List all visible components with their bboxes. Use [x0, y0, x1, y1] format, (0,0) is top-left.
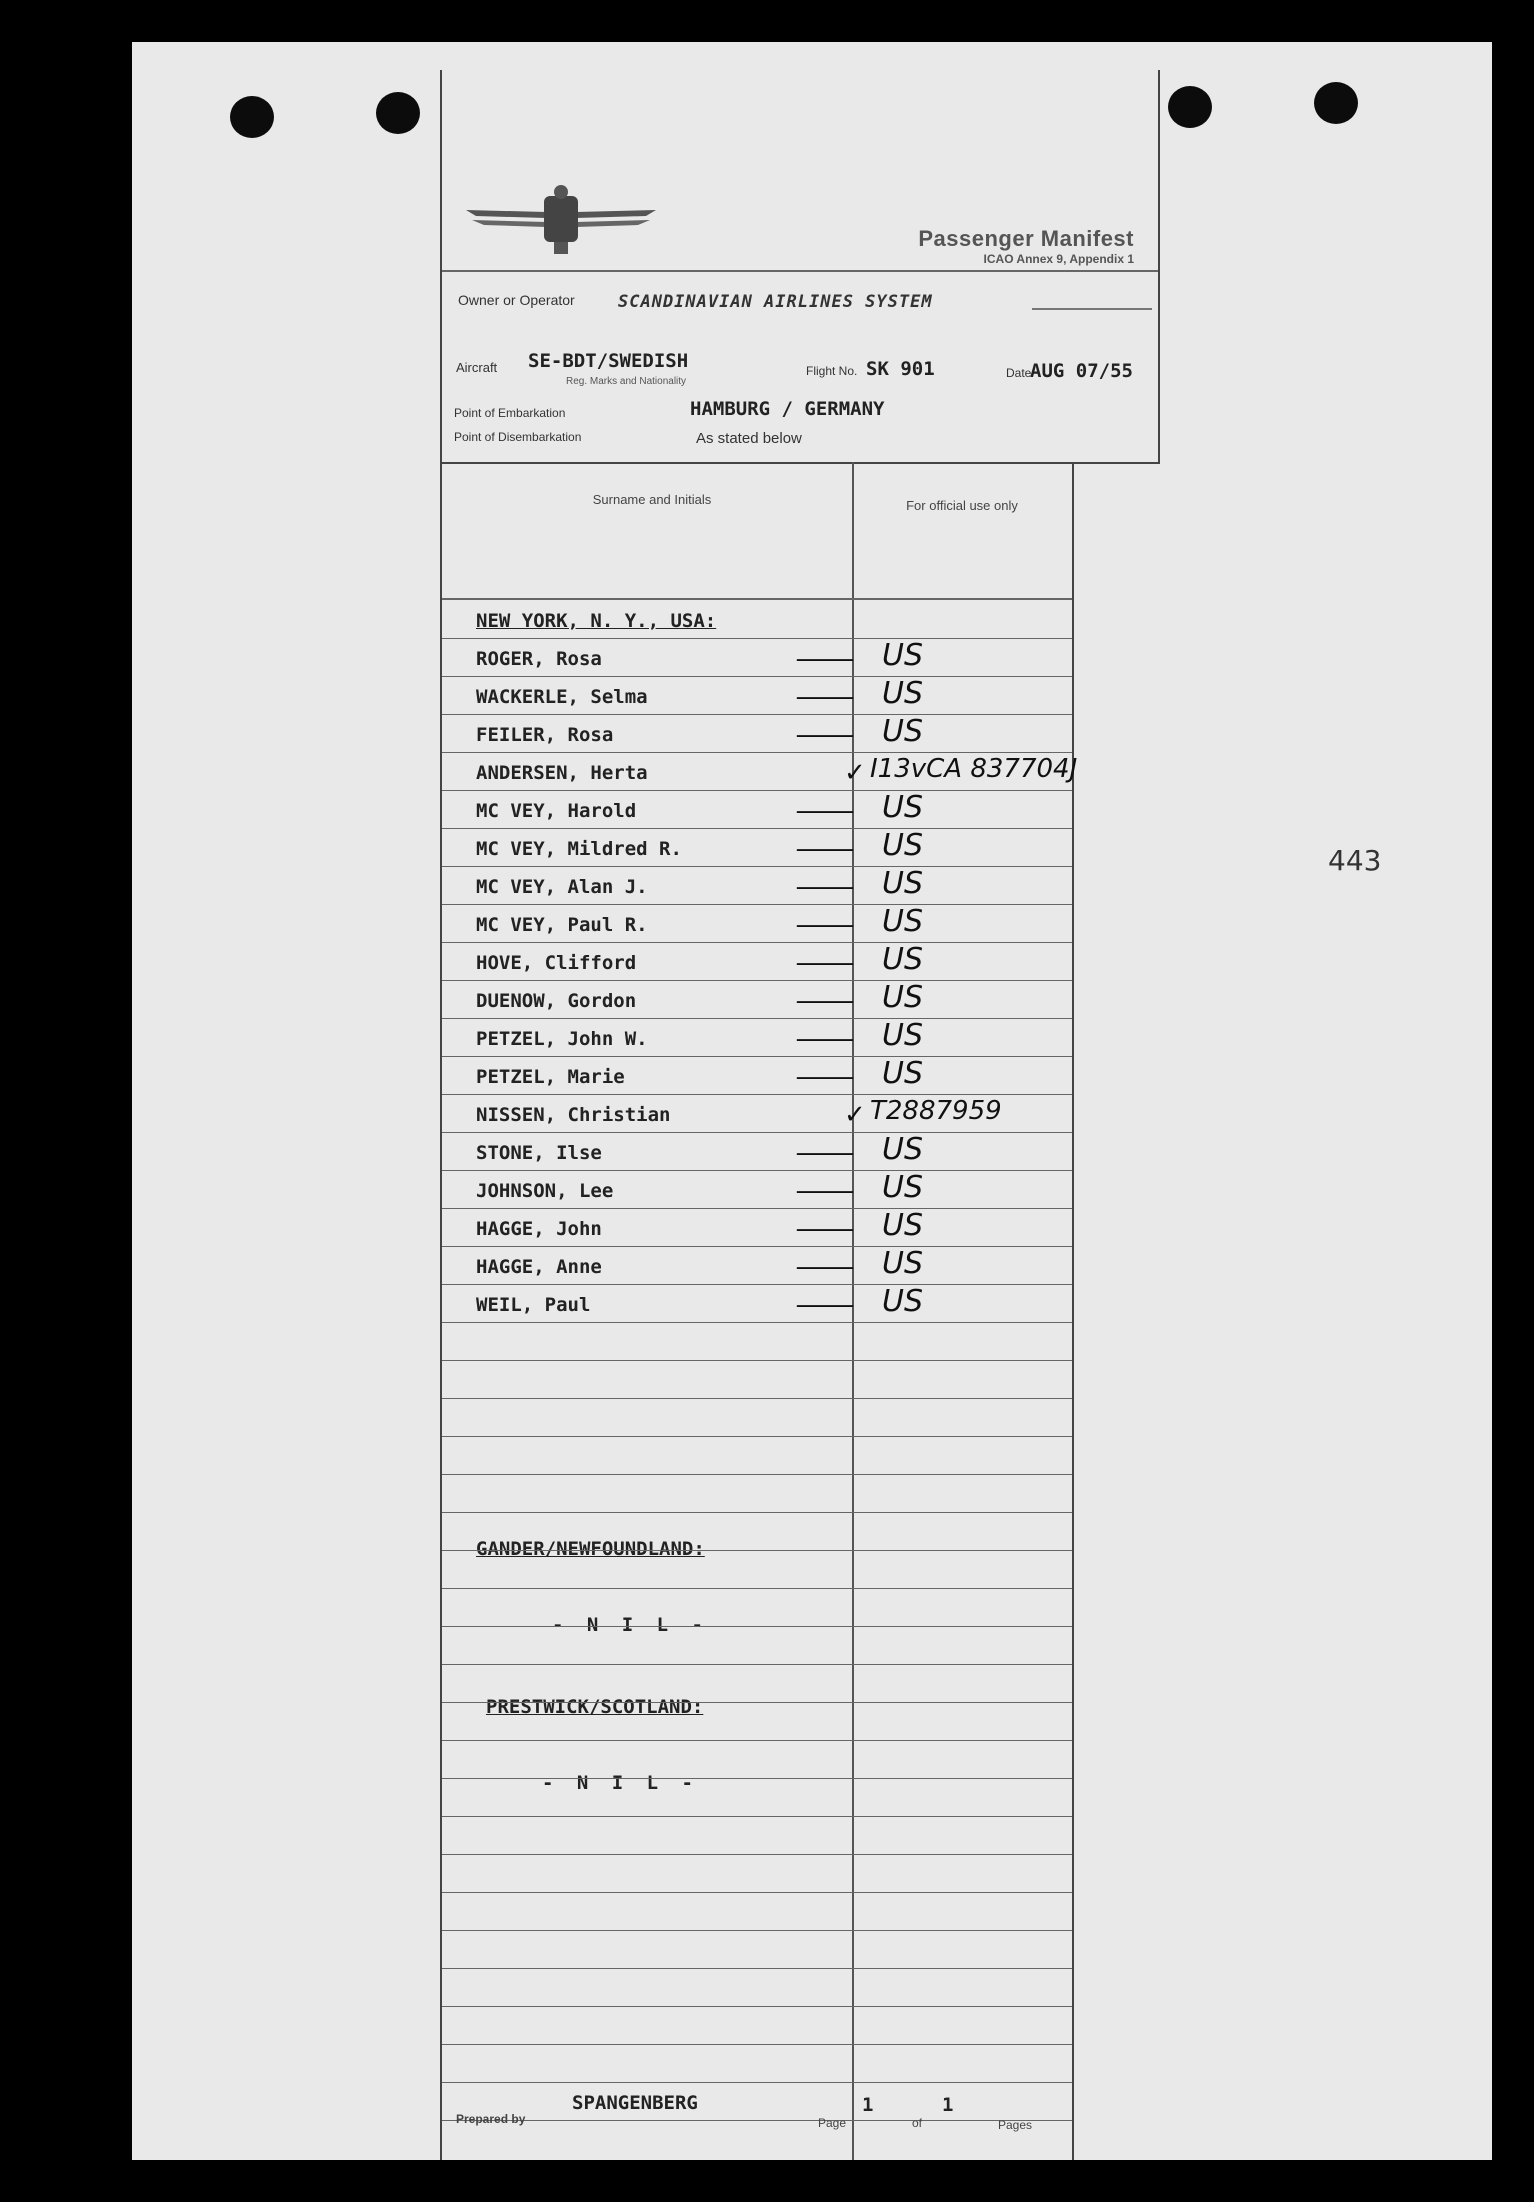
check-mark: — — [793, 834, 857, 864]
divider — [1032, 308, 1152, 310]
passenger-name: FEILER, Rosa — [476, 724, 614, 746]
table-row — [442, 752, 1078, 791]
prepared-by-label: Prepared by — [456, 2112, 526, 2126]
table-row — [442, 1208, 1072, 1247]
airline-wings-logo-icon — [466, 182, 656, 262]
blank-row — [442, 1588, 1072, 1627]
passenger-name: MC VEY, Paul R. — [476, 914, 648, 936]
blank-row — [442, 2006, 1072, 2045]
blank-row — [442, 1816, 1072, 1855]
table-row — [442, 1246, 1072, 1285]
official-use-entry: US — [882, 866, 924, 901]
table-row — [442, 942, 1072, 981]
passenger-name: HOVE, Clifford — [476, 952, 637, 974]
passenger-name: DUENOW, Gordon — [476, 990, 637, 1012]
table-row — [442, 1284, 1072, 1323]
embarkation-value: HAMBURG / GERMANY — [690, 398, 885, 420]
blank-row — [442, 1360, 1072, 1399]
date-label: Date — [1006, 366, 1032, 380]
blank-row — [442, 1398, 1072, 1437]
official-use-entry: US — [882, 638, 924, 673]
table-row — [442, 714, 1072, 753]
official-use-entry: US — [882, 1170, 924, 1205]
punch-hole — [1314, 82, 1358, 124]
table-row — [442, 790, 1072, 829]
passenger-name: NISSEN, Christian — [476, 1104, 671, 1126]
official-use-entry: I13vCA 837704J — [870, 754, 1078, 784]
table-row — [442, 676, 1072, 715]
official-use-entry: US — [882, 904, 924, 939]
table-row — [442, 866, 1072, 905]
prestwick-nil: - N I L - — [542, 1772, 699, 1794]
passenger-name: MC VEY, Alan J. — [476, 876, 648, 898]
official-use-entry: US — [882, 1132, 924, 1167]
date-value: AUG 07/55 — [1030, 360, 1133, 382]
check-mark: ✓ — [844, 758, 866, 788]
embarkation-label: Point of Embarkation — [454, 406, 566, 420]
blank-row — [442, 1854, 1072, 1893]
blank-row — [442, 1930, 1072, 1969]
reg-marks-sublabel: Reg. Marks and Nationality — [566, 376, 687, 387]
flight-label: Flight No. — [806, 364, 858, 378]
blank-row — [442, 1436, 1072, 1475]
blank-row — [442, 1778, 1072, 1817]
table-row — [442, 1170, 1072, 1209]
punch-hole — [230, 96, 274, 138]
blank-row — [442, 1322, 1072, 1361]
official-use-entry: US — [882, 828, 924, 863]
official-use-entry: US — [882, 1246, 924, 1281]
table-row — [442, 904, 1072, 943]
disembarkation-label: Point of Disembarkation — [454, 430, 582, 444]
official-use-entry: US — [882, 1208, 924, 1243]
col-header-official: For official use only — [906, 498, 1018, 513]
passenger-name: MC VEY, Harold — [476, 800, 637, 822]
manifest-header — [442, 70, 1160, 464]
divider — [442, 270, 1158, 272]
passenger-name: ROGER, Rosa — [476, 648, 602, 670]
form-title: Passenger Manifest — [918, 226, 1134, 251]
passenger-manifest-form — [440, 70, 1162, 2160]
official-use-entry: US — [882, 714, 924, 749]
prestwick-heading: PRESTWICK/SCOTLAND: — [486, 1696, 704, 1718]
official-use-entry: T2887959 — [870, 1096, 1002, 1126]
page-value: 1 — [862, 2094, 874, 2116]
manifest-title — [918, 226, 1134, 266]
punch-hole — [376, 92, 420, 134]
of-label: of — [912, 2116, 923, 2130]
form-subtitle: ICAO Annex 9, Appendix 1 — [983, 252, 1134, 266]
table-row — [442, 1056, 1072, 1095]
check-mark: — — [793, 910, 857, 940]
check-mark: — — [793, 720, 857, 750]
check-mark: — — [793, 872, 857, 902]
blank-row — [442, 1968, 1072, 2007]
passenger-name: STONE, Ilse — [476, 1142, 602, 1164]
gander-nil: - N I L - — [552, 1614, 709, 1636]
blank-row — [442, 2082, 1072, 2121]
official-use-entry: US — [882, 1018, 924, 1053]
table-row — [442, 1018, 1072, 1057]
official-use-entry: US — [882, 790, 924, 825]
table-row — [442, 1094, 1072, 1133]
col-header-name: Surname and Initials — [592, 492, 712, 507]
check-mark: — — [793, 796, 857, 826]
blank-row — [442, 1626, 1072, 1665]
table-row — [442, 980, 1072, 1019]
official-use-entry: US — [882, 980, 924, 1015]
blank-row — [442, 1740, 1072, 1779]
official-use-entry: US — [882, 1284, 924, 1319]
owner-value: SCANDINAVIAN AIRLINES SYSTEM — [618, 292, 933, 312]
check-mark: — — [793, 1252, 857, 1282]
gander-heading: GANDER/NEWFOUNDLAND: — [476, 1538, 705, 1560]
official-use-entry: US — [882, 1056, 924, 1091]
punch-hole — [1168, 86, 1212, 128]
table-row — [442, 1132, 1072, 1171]
check-mark: — — [793, 682, 857, 712]
check-mark: — — [793, 1214, 857, 1244]
pages-label: Pages — [998, 2118, 1033, 2132]
of-value: 1 — [942, 2094, 954, 2116]
blank-row — [442, 1892, 1072, 1931]
table-row — [442, 600, 1072, 639]
check-mark: — — [793, 644, 857, 674]
aircraft-label: Aircraft — [456, 360, 498, 375]
blank-row — [442, 2044, 1072, 2083]
disembarkation-value: As stated below — [696, 430, 802, 447]
margin-note: 443 — [1328, 844, 1382, 877]
check-mark: — — [793, 1138, 857, 1168]
flight-value: SK 901 — [866, 358, 935, 380]
passenger-name: PETZEL, Marie — [476, 1066, 625, 1088]
owner-label: Owner or Operator — [458, 292, 575, 308]
passenger-name: MC VEY, Mildred R. — [476, 838, 682, 860]
page-label: Page — [818, 2116, 847, 2130]
check-mark: — — [793, 1176, 857, 1206]
passenger-table — [442, 462, 1078, 2160]
table-row — [442, 828, 1072, 867]
passenger-name: HAGGE, Anne — [476, 1256, 602, 1278]
passenger-name: JOHNSON, Lee — [476, 1180, 614, 1202]
official-use-entry: US — [882, 676, 924, 711]
passenger-name: HAGGE, John — [476, 1218, 602, 1240]
passenger-name: PETZEL, John W. — [476, 1028, 648, 1050]
passenger-name: WEIL, Paul — [476, 1294, 591, 1316]
check-mark: — — [793, 1290, 857, 1320]
check-mark: — — [793, 1062, 857, 1092]
table-row — [442, 638, 1072, 677]
check-mark: — — [793, 986, 857, 1016]
official-use-entry: US — [882, 942, 924, 977]
destination-heading: NEW YORK, N. Y., USA: — [476, 610, 717, 632]
blank-row — [442, 1474, 1072, 1513]
check-mark: — — [793, 1024, 857, 1054]
check-mark: — — [793, 948, 857, 978]
aircraft-value: SE-BDT/SWEDISH — [528, 350, 689, 372]
check-mark: ✓ — [844, 1100, 866, 1130]
prepared-by-value: SPANGENBERG — [572, 2092, 698, 2114]
passenger-name: ANDERSEN, Herta — [476, 762, 648, 784]
passenger-name: WACKERLE, Selma — [476, 686, 648, 708]
